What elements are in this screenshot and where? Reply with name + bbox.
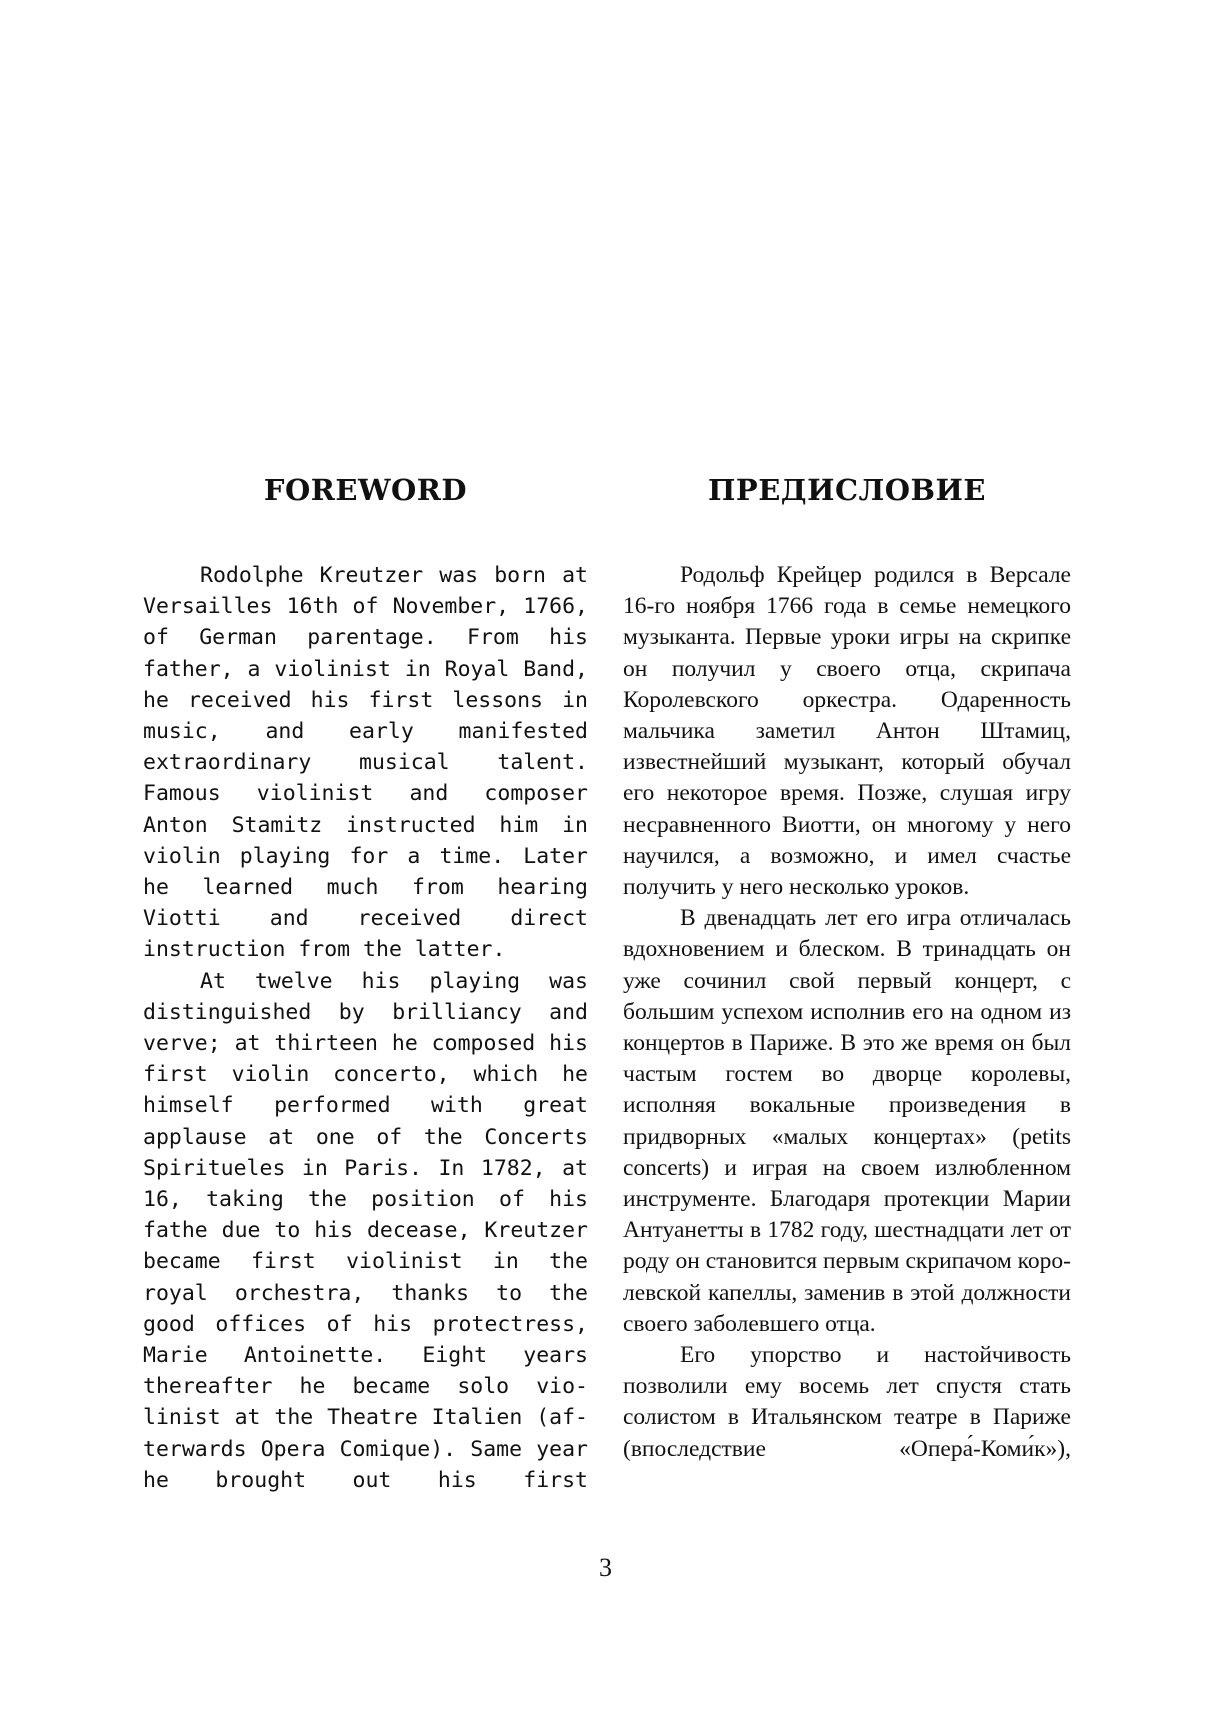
english-body [143, 560, 588, 1496]
page-number: 3 [599, 1553, 612, 1582]
russian-body [623, 560, 1071, 1465]
english-column [143, 470, 588, 1496]
russian-paragraph-2: В двенадцать лет его игра отличалась вдохновением и блеском. В тринадцать он уже сочинил свой первый концерт, с большим успехом исполнив его на одном из концертов в Париже. В это же время он был частым гостем во дворце королевы, исполняя вокальные произведения в придворных «малых концертах» (petits concerts) и играя на своем излюбленном инструменте. Благодаря протекции Марии Антуанетты в 1782 году, шестнадцати лет от роду он становится первым скрипачом королевской капеллы, заменив в этой должности своего заболевшего отца. [623, 905, 1071, 1337]
russian-heading: ПРЕДИСЛОВИЕ [708, 473, 986, 507]
russian-paragraph-3: Его упорство и настойчивость позволили ему восемь лет спустя стать солистом в Итальянском театре в Париже (впоследствие «Опера́-Коми́к»), [623, 1342, 1071, 1462]
english-paragraph-1: Rodolphe Kreutzer was born at Versailles 16th of November, 1766, of German parentage. From his father, a violinist in Royal Band, he received his first lessons in music, and early manifested extraordinary musical talent. Famous violinist and composer Anton Stamitz instructed him in violin playing for a time. Later he learned much from hearing Viotti and received direct instruction from the latter. [143, 563, 588, 963]
russian-column [623, 470, 1071, 1465]
russian-paragraph-1: Родольф Крейцер родился в Версале 16-го ноября 1766 года в семье немецкого музыканта. Первые уроки игры на скрипке он получил у своего отца, скрипача Королевского оркестра. Одаренность мальчика заметил Антон Штамиц, известнейший музыкант, который обучал его некоторое время. Позже, слушая игру несравненного Виотти, он многому у него научился, а возможно, и имел счастье получить у него несколько уроков. [623, 562, 1071, 901]
english-paragraph-2: At twelve his playing was distinguished by brilliancy and verve; at thirteen he composed his first violin concerto, which he himself performed with great applause at one of the Concerts Spiritueles in Paris. In 1782, at 16, taking the position of his fathe due to his decease, Kreutzer became first violinist in the royal orchestra, thanks to the good offices of his protectress, Marie Antoinette. Eight years thereafter he became solo violinist at the Theatre Italien (afterwards Opera Comique). Same year he brought out his first [143, 968, 588, 1493]
english-heading: FOREWORD [263, 473, 468, 507]
